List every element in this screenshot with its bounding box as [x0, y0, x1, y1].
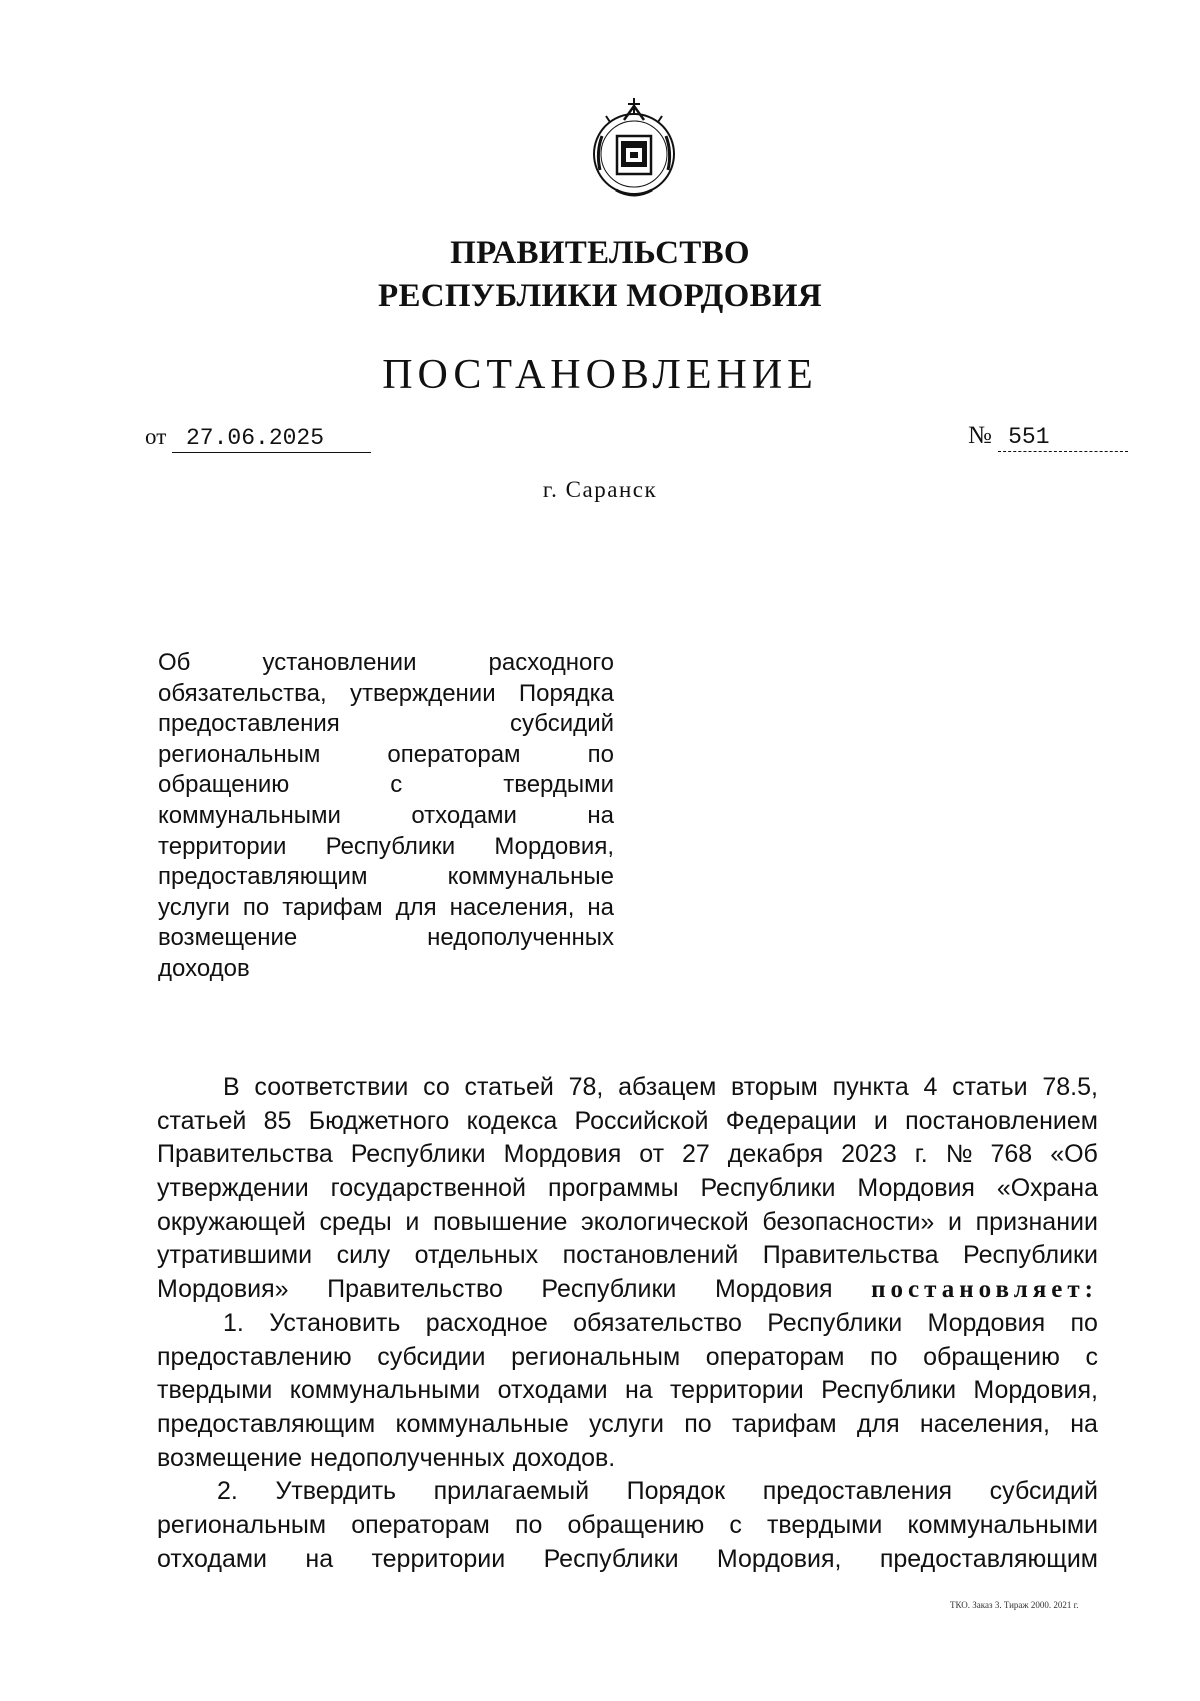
gov-line2: РЕСПУБЛИКИ МОРДОВИЯ	[377, 278, 822, 314]
subject-line: обязательства, утверждении Порядка	[158, 679, 614, 707]
resolves-keyword: постановляет:	[871, 1276, 1098, 1304]
date-value: 27.06.2025	[172, 424, 371, 453]
number-row	[968, 422, 1128, 452]
body-line: статьей 85 Бюджетного кодекса Российской Федерации и постановлением	[157, 1106, 1098, 1135]
body-line: утверждении государственной программы Республики Мордовия «Охрана	[157, 1174, 1098, 1203]
document-subject	[158, 648, 614, 985]
subject-line: предоставления субсидий	[158, 710, 614, 738]
number-label: №	[968, 422, 992, 449]
city: г. Саранск	[542, 477, 658, 502]
subject-line: услуги по тарифам для населения, на	[158, 893, 614, 921]
gov-line1: ПРАВИТЕЛЬСТВО	[450, 235, 750, 271]
body-line: 2. Утвердить прилагаемый Порядок предоставления субсидий	[217, 1477, 1098, 1506]
subject-line: Об установлении расходного	[158, 649, 614, 676]
body-line: 1. Установить расходное обязательство Республики Мордовия по	[223, 1308, 1098, 1337]
document-type: ПОСТАНОВЛЕНИЕ	[382, 352, 818, 398]
body-line: В соответствии со статьей 78, абзацем вторым пункта 4 статьи 78.5,	[223, 1073, 1098, 1101]
document-body	[157, 1071, 1098, 1576]
subject-line: предоставляющим коммунальные	[158, 863, 614, 891]
body-line: Правительства Республики Мордовия от 27 декабря 2023 г. № 768 «Об	[157, 1140, 1098, 1169]
government-title	[300, 232, 900, 318]
subject-line: коммунальными отходами на	[158, 801, 614, 829]
body-line: региональным операторам по обращению с твердыми коммунальными	[157, 1510, 1098, 1539]
body-line: твердыми коммунальными отходами на территории Республики Мордовия,	[157, 1376, 1098, 1405]
body-line: утратившими силу отдельных постановлений Правительства Республики	[157, 1241, 1098, 1270]
body-line: возмещение недополученных доходов.	[157, 1443, 616, 1472]
body-line: предоставляющим коммунальные услуги по тарифам для населения, на	[157, 1409, 1098, 1438]
subject-line: территории Республики Мордовия,	[158, 832, 614, 860]
subject-line: возмещение недополученных	[158, 924, 614, 952]
subject-line: доходов	[158, 954, 250, 982]
print-info: ТКО. Заказ 3. Тираж 2000. 2021 г.	[950, 1600, 1079, 1610]
subject-line: региональным операторам по	[158, 740, 614, 768]
body-line: Мордовия» Правительство Республики Мордовия постановляет:	[157, 1273, 1098, 1307]
body-line: предоставлению субсидии региональным операторам по обращению с	[157, 1342, 1098, 1371]
date-row	[145, 424, 371, 453]
body-line: окружающей среды и повышение экологической безопасности» и признании	[157, 1207, 1098, 1236]
body-line: отходами на территории Республики Мордовия, предоставляющим	[157, 1544, 1098, 1573]
subject-line: обращению с твердыми	[158, 771, 614, 799]
number-value: 551	[998, 423, 1128, 452]
coat-of-arms-icon	[586, 92, 682, 208]
date-label: от	[145, 424, 167, 449]
